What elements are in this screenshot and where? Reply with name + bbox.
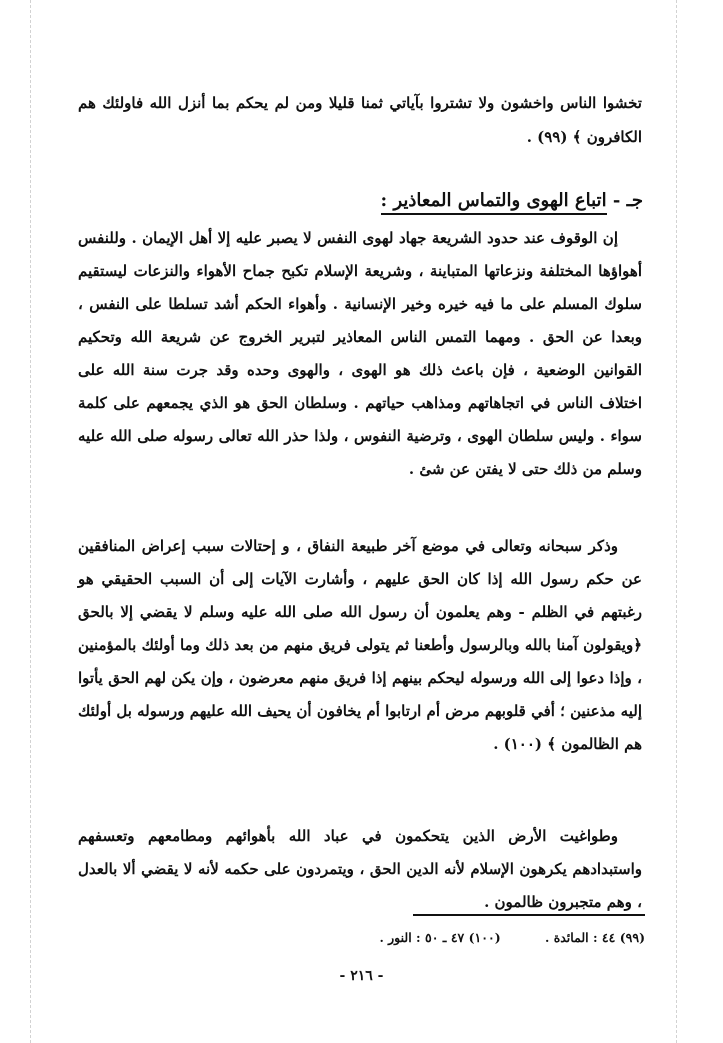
quote-continuation — [78, 86, 642, 154]
paragraph-3 — [78, 820, 642, 919]
footnote-divider — [413, 914, 645, 916]
paragraph-2-text: وذكر سبحانه وتعالى في موضع آخر طبيعة النفاق ، و إحتالات سبب إعراض المنافقين عن حكم رسول الله إذا كان الحق عليهم ، وأشارت الآيات إلى أن السبب الحقيقي هو رغبتهم في الظلم - وهم يعلمون أن رسول الله صلى الله عليه وسلم لا يقضي إلا بالحق ﴿ويقولون آمنا بالله وبالرسول وأطعنا ثم يتولى فريق منهم من بعد ذلك وما أولئك بالمؤمنين ، وإذا دعوا إلى الله ورسوله ليحكم بينهم إذا فريق منهم معرضون ، وإن يكن لهم الحق يأتوا إليه مذعنين ؛ أفي قلوبهم مرض أم ارتابوا أم يخافون أن يحيف الله عليهم ورسوله بل أولئك هم الظالمون ﴾ (١٠٠) . — [77, 537, 642, 753]
footnotes — [339, 928, 645, 948]
page-number: - ٢١٦ - — [339, 968, 384, 984]
paragraph-1 — [78, 222, 642, 486]
scan-margin-line-right — [676, 0, 677, 1043]
scan-margin-line-left — [30, 0, 31, 1043]
section-heading-prefix: جـ - — [612, 190, 643, 211]
footnote-99: (٩٩) ٤٤ : المائدة . — [544, 930, 645, 945]
section-heading-title: اتباع الهوى والتماس المعاذير : — [381, 190, 607, 215]
paragraph-2 — [78, 530, 642, 761]
footnote-100: (١٠٠) ٤٧ ـ ٥٠ : النور . — [379, 930, 501, 945]
section-heading — [381, 186, 643, 216]
quote-text: تخشوا الناس واخشون ولا تشتروا بآياتي ثمنا قليلا ومن لم يحكم بما أنزل الله فاولئك هم الكافرون ﴾ (٩٩) . — [78, 94, 642, 146]
paragraph-1-text: إن الوقوف عند حدود الشريعة جهاد لهوى النفس لا يصبر عليه إلا أهل الإيمان . وللنفس أهواؤها المختلفة ونزعاتها المتباينة ، وشريعة الإسلام تكبح جماح الأهواء والنزعات ليستقيم سلوك المسلم على ما فيه خيره وخير الإنسانية . وأهواء الحكم أشد تسلطا على النفس ، وبعدا عن الحق . ومهما التمس الناس المعاذير لتبرير الخروج عن شريعة الله وتحكيم القوانين الوضعية ، فإن باعث ذلك هو الهوى ، والهوى وحده وقد جرت سنة الله على اختلاف الناس في اتجاهاتهم ومذاهب حياتهم . وسلطان الحق هو الذي يجمعهم على كلمة سواء . وليس سلطان الهوى ، وترضية النفوس ، ولذا حذر الله تعالى رسوله صلى الله عليه وسلم من ذلك حتى لا يفتن عن شئ . — [78, 229, 642, 478]
paragraph-3-text: وطواغيت الأرض الذين يتحكمون في عباد الله بأهوائهم ومطامعهم وتعسفهم واستبدادهم يكرهون الإسلام لأنه الدين الحق ، ويتمردون على حكمه لأنه لا يقضي ألا بالعدل ، وهم متجبرون ظالمون . — [78, 827, 642, 911]
